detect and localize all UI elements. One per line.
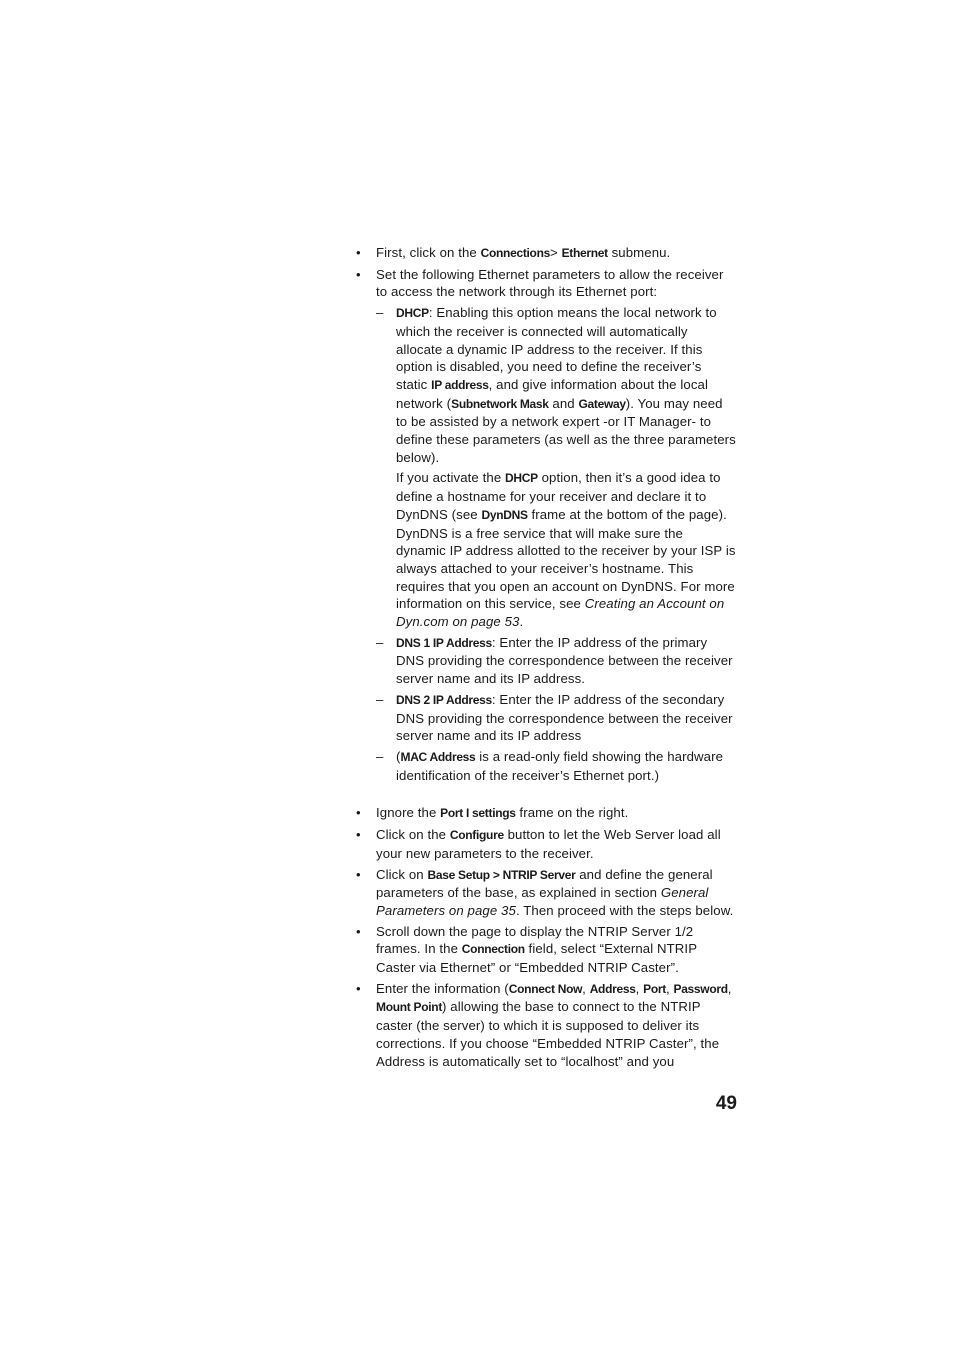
item-text: option, then it’s a good idea to define a hostname for your receiver and declare it to DynDNS (see xyxy=(396,470,721,522)
ui-term: DHCP xyxy=(505,471,538,486)
item-text: Enter the information ( xyxy=(376,980,509,996)
ui-term: Configure xyxy=(449,828,504,843)
menu-term: Connections xyxy=(480,246,550,260)
item-text: Scroll down the page to display the NTRIP Server 1/2 frames. In the xyxy=(376,923,694,957)
ui-term: DynDNS xyxy=(481,507,528,522)
item-text: , xyxy=(665,980,674,996)
item-text: . xyxy=(519,614,524,630)
list-item xyxy=(356,980,736,1071)
item-text: submenu. xyxy=(607,245,671,260)
item-text: Click on xyxy=(376,866,428,882)
sub-list-item-dhcp xyxy=(376,304,736,631)
ui-term: Base Setup > NTRIP Server xyxy=(427,867,576,882)
ui-term: Subnetwork Mask xyxy=(451,396,549,411)
list-item xyxy=(356,826,736,862)
item-text: frame at the bottom of the page). DynDNS is a free service that will make sure the dynamic IP address allotted to the receiver by your ISP is always attached to your receiver’s hostname. This requires that you open an account on DynDNS. For more information on this service, see xyxy=(396,506,736,612)
item-text: and xyxy=(548,395,579,411)
ui-term: DHCP xyxy=(396,306,429,321)
ui-term: MAC Address xyxy=(400,749,476,764)
sub-list-item-dns2 xyxy=(376,691,736,745)
item-text: . Then proceed with the steps below. xyxy=(515,902,734,918)
item-text: is a read-only field showing the hardware identification of the receiver’s Ethernet port.) xyxy=(396,748,724,783)
item-text: ). You may need to be assisted by a network expert -or IT Manager- to define these parameters (as well as the three parameters below). xyxy=(396,395,736,465)
item-text: , xyxy=(635,980,644,996)
list-item xyxy=(356,266,736,802)
item-text: : Enter the IP address of the secondary DNS providing the correspondence between the receiver server name and its IP address xyxy=(396,691,733,744)
item-text: , xyxy=(727,980,732,996)
item-text: ) allowing the base to connect to the NTRIP caster (the server) to which it is supposed to deliver its corrections. If you choose “Embedded NTRIP Caster”, the Address is automatically set to “localhost” and you xyxy=(376,999,720,1069)
cross-reference: Creating an Account on Dyn.com on page 53 xyxy=(396,596,725,630)
item-text: Click on the xyxy=(376,827,450,843)
instruction-list xyxy=(356,244,736,1070)
sub-list-item-dns1 xyxy=(376,634,736,688)
list-item xyxy=(356,866,736,920)
item-text: First, click on the xyxy=(376,245,481,260)
list-item xyxy=(356,244,736,263)
item-text: : Enabling this option means the local network to which the receiver is connected will automatically allocate a dynamic IP address to the receiver. If this option is disabled, you need to define the receiver’s static xyxy=(396,305,717,392)
ui-term: Connection xyxy=(461,942,525,957)
item-text: field, select “External NTRIP Caster via Ethernet” or “Embedded NTRIP Caster”. xyxy=(376,941,697,976)
ui-term: Port I settings xyxy=(440,806,516,821)
dhcp-paragraph xyxy=(396,304,736,466)
cross-reference: General Parameters on page 35 xyxy=(376,885,709,918)
spacer xyxy=(376,787,736,801)
item-text: If you activate the xyxy=(396,470,506,486)
page-body xyxy=(356,244,736,1073)
item-text: Ignore the xyxy=(376,805,441,821)
item-text: , and give information about the local network ( xyxy=(396,376,708,411)
item-text: frame on the right. xyxy=(515,805,629,821)
item-text: , xyxy=(582,980,590,996)
page-number: 49 xyxy=(715,1093,737,1114)
ui-term: Gateway xyxy=(578,396,626,411)
ui-term: Address xyxy=(589,981,636,996)
item-text: and define the general parameters of the base, as explained in section xyxy=(376,866,713,901)
dyndns-paragraph xyxy=(396,469,736,630)
ui-term: Connect Now xyxy=(508,981,583,996)
ui-term: IP address xyxy=(431,377,489,392)
item-text: ( xyxy=(396,748,401,764)
list-item xyxy=(356,923,736,977)
ui-term: Mount Point xyxy=(376,1000,443,1015)
parameter-list xyxy=(376,304,736,784)
ui-term: DNS 2 IP Address xyxy=(396,692,492,707)
ui-term: Password xyxy=(673,981,728,996)
list-item xyxy=(356,804,736,823)
item-text: button to let the Web Server load all your new parameters to the receiver. xyxy=(376,827,721,861)
menu-term: Ethernet xyxy=(561,246,608,260)
ui-term: Port xyxy=(643,981,666,996)
item-text: Set the following Ethernet parameters to allow the receiver to access the network through its Ethernet port: xyxy=(376,266,724,300)
sub-list-item-mac xyxy=(376,748,736,784)
ui-term: DNS 1 IP Address xyxy=(396,635,492,650)
item-text: : Enter the IP address of the primary DNS providing the correspondence between the receiver server name and its IP address. xyxy=(396,634,733,687)
item-text: > xyxy=(549,245,562,260)
